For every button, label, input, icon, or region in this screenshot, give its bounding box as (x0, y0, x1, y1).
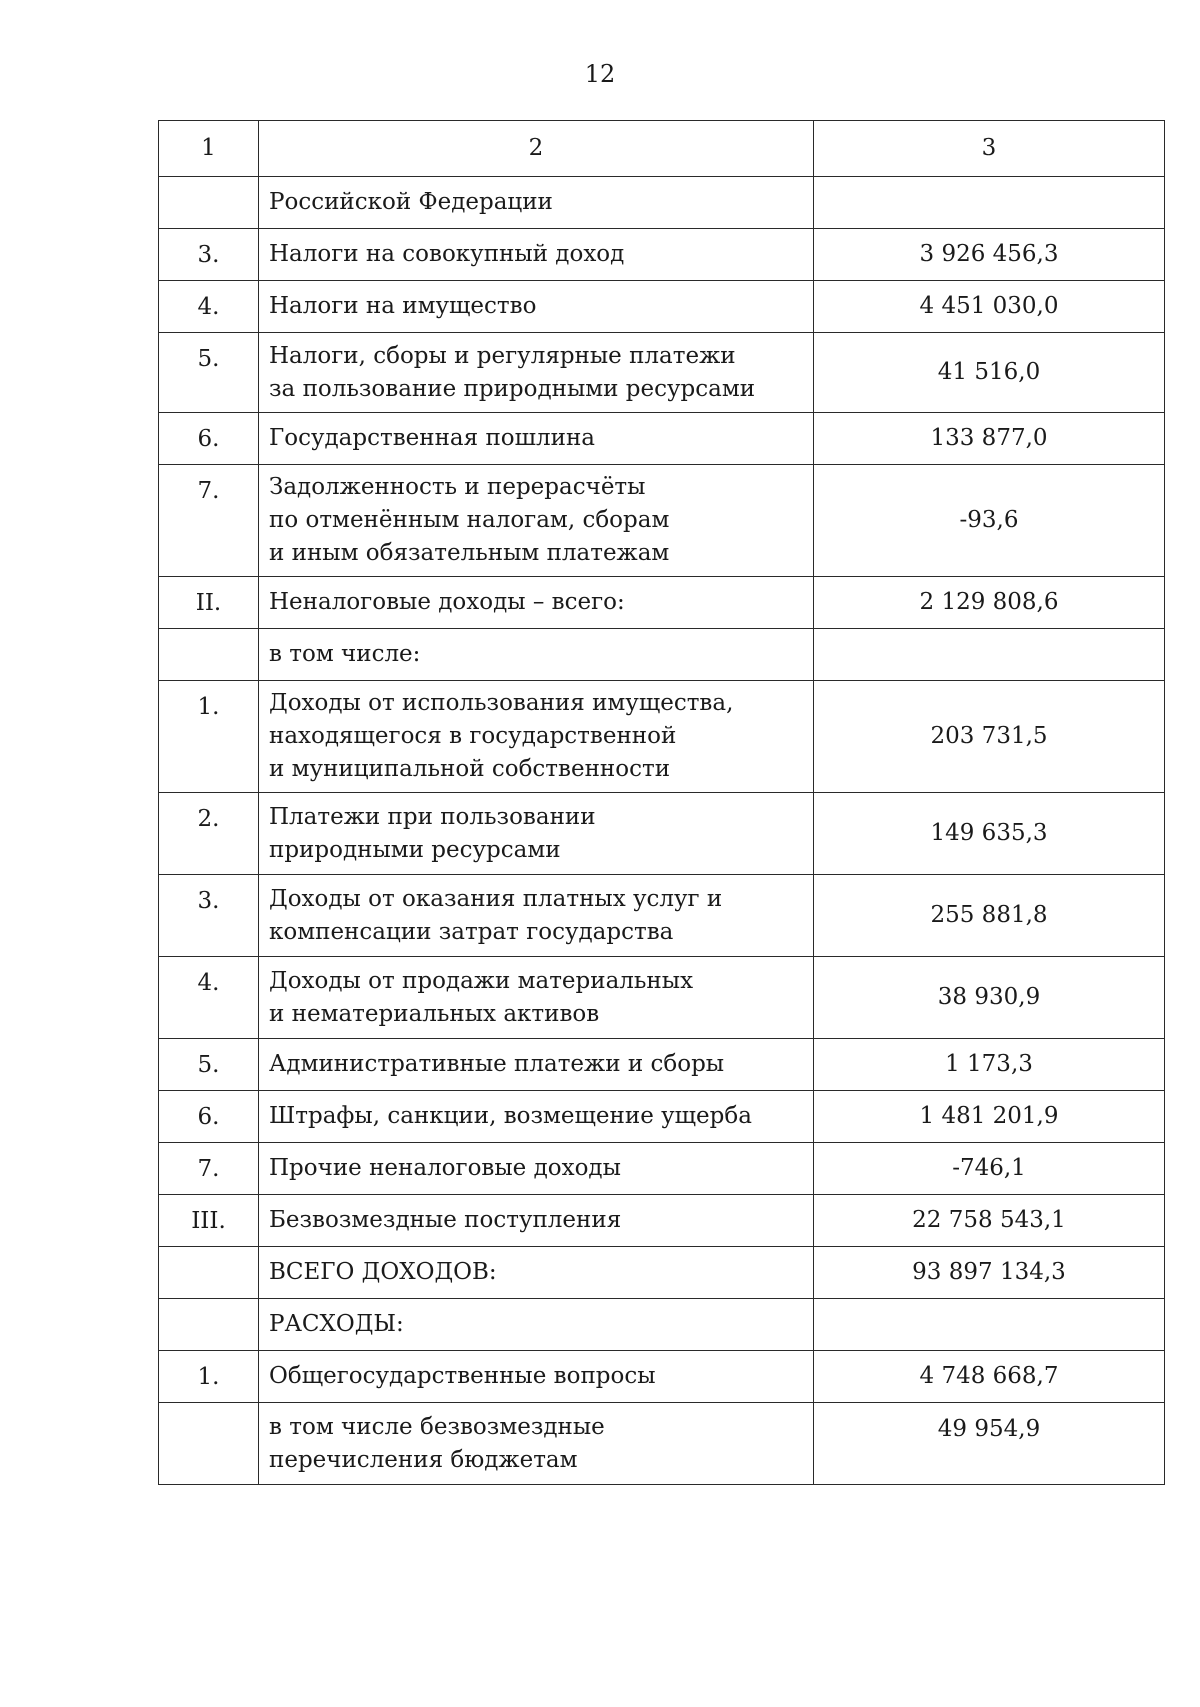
row-name-cell: Налоги на имущество (259, 281, 814, 333)
row-name-cell: Прочие неналоговые доходы (259, 1143, 814, 1195)
row-number-cell: II. (159, 577, 259, 629)
row-value-cell (814, 177, 1165, 229)
row-name-cell: Налоги, сборы и регулярные платежи за пользование природными ресурсами (259, 333, 814, 413)
row-number-cell (159, 1403, 259, 1485)
row-value-cell: 93 897 134,3 (814, 1247, 1165, 1299)
row-name-cell: Доходы от использования имущества, находящегося в государственной и муниципальной собственности (259, 681, 814, 793)
row-number-cell (159, 1247, 259, 1299)
table-row (159, 229, 1165, 281)
table-row (159, 957, 1165, 1039)
row-name-cell: Задолженность и перерасчёты по отменённым налогам, сборам и иным обязательным платежам (259, 465, 814, 577)
row-number-cell: 2. (159, 793, 259, 875)
row-value-cell: 203 731,5 (814, 681, 1165, 793)
row-number-cell (159, 177, 259, 229)
row-value-cell: 1 173,3 (814, 1039, 1165, 1091)
row-number-cell: 7. (159, 465, 259, 577)
table-row (159, 465, 1165, 577)
table-row (159, 1091, 1165, 1143)
column-header-value: 3 (814, 121, 1165, 177)
row-number-cell: 6. (159, 413, 259, 465)
row-number-cell: 5. (159, 333, 259, 413)
row-value-cell (814, 629, 1165, 681)
row-name-cell: Штрафы, санкции, возмещение ущерба (259, 1091, 814, 1143)
row-value-cell: 3 926 456,3 (814, 229, 1165, 281)
column-header-name: 2 (259, 121, 814, 177)
table-row (159, 875, 1165, 957)
column-header-number: 1 (159, 121, 259, 177)
row-value-cell: 255 881,8 (814, 875, 1165, 957)
row-number-cell: 5. (159, 1039, 259, 1091)
row-value-cell: 1 481 201,9 (814, 1091, 1165, 1143)
row-name-cell: Налоги на совокупный доход (259, 229, 814, 281)
row-value-cell: 4 451 030,0 (814, 281, 1165, 333)
page-number: 12 (584, 60, 616, 88)
table-row (159, 1039, 1165, 1091)
table-header-row (159, 121, 1165, 177)
row-name-cell: Административные платежи и сборы (259, 1039, 814, 1091)
table-row (159, 413, 1165, 465)
row-value-cell: 38 930,9 (814, 957, 1165, 1039)
row-value-cell (814, 1299, 1165, 1351)
row-value-cell: 22 758 543,1 (814, 1195, 1165, 1247)
row-name-cell: в том числе безвозмездные перечисления бюджетам (259, 1403, 814, 1485)
row-value-cell: 149 635,3 (814, 793, 1165, 875)
row-value-cell: -746,1 (814, 1143, 1165, 1195)
table-row (159, 1299, 1165, 1351)
row-number-cell: 1. (159, 681, 259, 793)
row-value-cell: 41 516,0 (814, 333, 1165, 413)
table-row (159, 681, 1165, 793)
row-name-cell: ВСЕГО ДОХОДОВ: (259, 1247, 814, 1299)
table-row (159, 333, 1165, 413)
row-name-cell: Неналоговые доходы – всего: (259, 577, 814, 629)
table-row (159, 1351, 1165, 1403)
row-name-cell: Российской Федерации (259, 177, 814, 229)
table-row (159, 1247, 1165, 1299)
row-name-cell: Общегосударственные вопросы (259, 1351, 814, 1403)
table-row (159, 1143, 1165, 1195)
row-number-cell (159, 1299, 259, 1351)
row-value-cell: -93,6 (814, 465, 1165, 577)
row-number-cell: 4. (159, 957, 259, 1039)
row-value-cell: 4 748 668,7 (814, 1351, 1165, 1403)
row-number-cell: 6. (159, 1091, 259, 1143)
row-value-cell: 49 954,9 (814, 1403, 1165, 1485)
table-row (159, 177, 1165, 229)
row-name-cell: Доходы от продажи материальных и нематериальных активов (259, 957, 814, 1039)
row-name-cell: в том числе: (259, 629, 814, 681)
row-name-cell: Безвозмездные поступления (259, 1195, 814, 1247)
row-number-cell: 4. (159, 281, 259, 333)
row-value-cell: 2 129 808,6 (814, 577, 1165, 629)
budget-table (158, 120, 1165, 1485)
table-row (159, 793, 1165, 875)
row-name-cell: РАСХОДЫ: (259, 1299, 814, 1351)
table-row (159, 629, 1165, 681)
table-row (159, 577, 1165, 629)
table-row (159, 1403, 1165, 1485)
row-number-cell: III. (159, 1195, 259, 1247)
row-number-cell: 3. (159, 229, 259, 281)
row-name-cell: Государственная пошлина (259, 413, 814, 465)
row-value-cell: 133 877,0 (814, 413, 1165, 465)
table-row (159, 281, 1165, 333)
row-name-cell: Доходы от оказания платных услуг и компенсации затрат государства (259, 875, 814, 957)
row-number-cell: 3. (159, 875, 259, 957)
row-number-cell: 1. (159, 1351, 259, 1403)
table-row (159, 1195, 1165, 1247)
row-number-cell: 7. (159, 1143, 259, 1195)
row-name-cell: Платежи при пользовании природными ресурсами (259, 793, 814, 875)
row-number-cell (159, 629, 259, 681)
